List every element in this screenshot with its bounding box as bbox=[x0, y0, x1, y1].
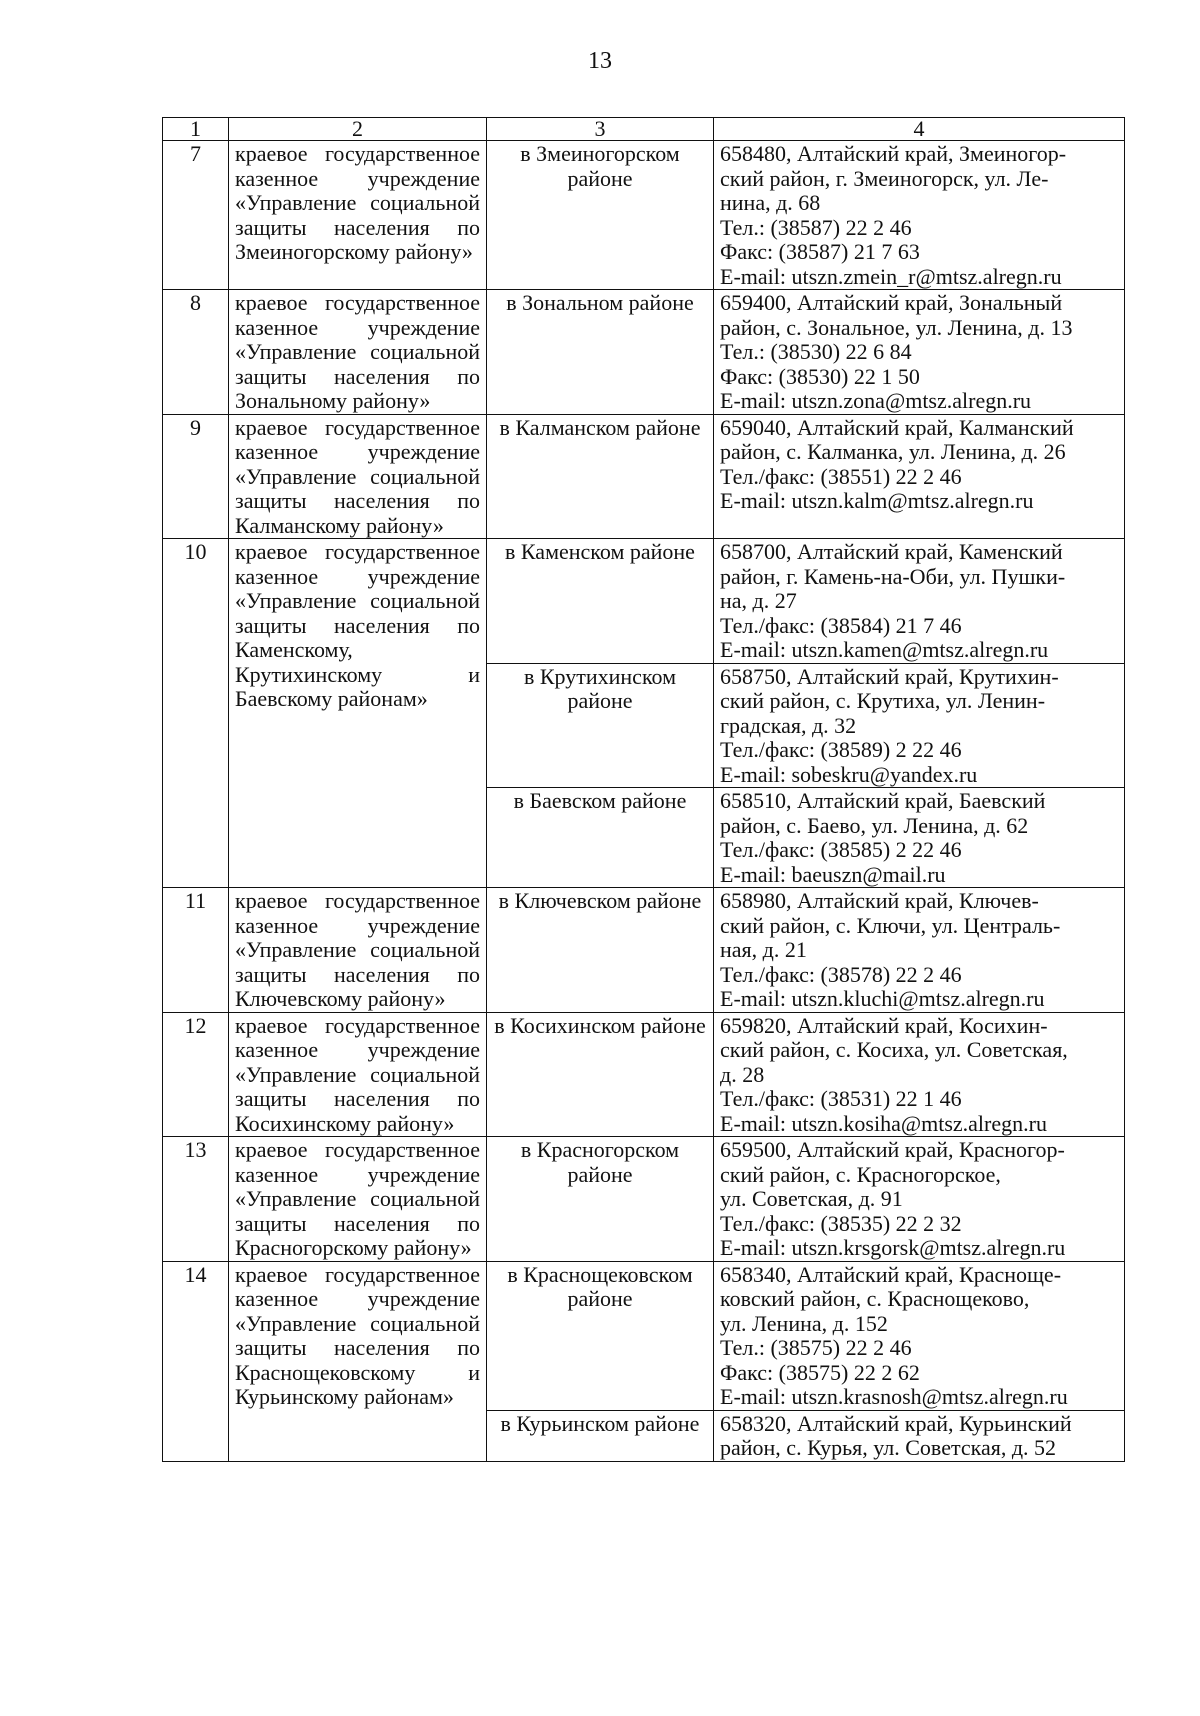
contact-line: Тел./факс: (38584) 21 7 46 bbox=[720, 612, 962, 638]
organization-name: краевое государственное казенное учреждение «Управление социальной защиты населения по Краснощековскому и Курьинскому районам» bbox=[235, 1261, 480, 1409]
organization-cell bbox=[229, 1012, 487, 1137]
district-cell: в Краснощековском районе bbox=[487, 1261, 714, 1410]
page-number: 13 bbox=[588, 48, 612, 74]
contact-line: ная, д. 21 bbox=[720, 937, 807, 962]
contact-cell bbox=[714, 888, 1125, 1013]
contact-line: Тел.: (38587) 22 2 46 bbox=[720, 214, 912, 240]
contact-line: 658480, Алтайский край, Змеиногор- bbox=[720, 141, 1067, 166]
contact-line: Тел.: (38530) 22 6 84 bbox=[720, 339, 912, 364]
table-row bbox=[163, 141, 1125, 290]
district-cell: в Косихинском районе bbox=[487, 1012, 714, 1137]
contact-line: 659040, Алтайский край, Калманский bbox=[720, 414, 1074, 440]
contact-line: район, с. Зональное, ул. Ленина, д. 13 bbox=[720, 314, 1073, 340]
institutions-table bbox=[162, 117, 1125, 1462]
contact-email: E-mail: utszn.zona@mtsz.alregn.ru bbox=[720, 388, 1032, 413]
table-header-row bbox=[163, 118, 1125, 141]
contact-line: 659500, Алтайский край, Красногор- bbox=[720, 1137, 1065, 1162]
organization-cell bbox=[229, 539, 487, 888]
contact-line: на, д. 27 bbox=[720, 588, 797, 613]
contact-line: ул. Ленина, д. 152 bbox=[720, 1310, 888, 1336]
contact-line: Факс: (38587) 21 7 63 bbox=[720, 239, 920, 264]
contact-line: 658750, Алтайский край, Крутихин- bbox=[720, 663, 1059, 689]
contact-line: Тел./факс: (38551) 22 2 46 bbox=[720, 463, 962, 489]
row-number-cell: 7 bbox=[163, 141, 229, 290]
contact-cell bbox=[714, 788, 1125, 888]
row-number-cell: 11 bbox=[163, 888, 229, 1013]
header-col-3: 3 bbox=[487, 118, 714, 141]
district-cell: в Калманском районе bbox=[487, 414, 714, 539]
organization-name: краевое государственное казенное учреждение «Управление социальной защиты населения по Ключевскому району» bbox=[235, 888, 480, 1011]
contact-line: ский район, г. Змеиногорск, ул. Ле- bbox=[720, 165, 1049, 191]
row-number-cell: 10 bbox=[163, 539, 229, 888]
contact-line: градская, д. 32 bbox=[720, 712, 857, 738]
contact-cell bbox=[714, 290, 1125, 415]
organization-name: краевое государственное казенное учреждение «Управление социальной защиты населения по Красногорскому району» bbox=[235, 1137, 480, 1260]
table-row bbox=[163, 539, 1125, 664]
organization-name: краевое государственное казенное учреждение «Управление социальной защиты населения по Калманскому району» bbox=[235, 414, 480, 538]
contact-line: Тел.: (38575) 22 2 46 bbox=[720, 1335, 912, 1360]
contact-cell bbox=[714, 1137, 1125, 1262]
contact-line: 658510, Алтайский край, Баевский bbox=[720, 788, 1046, 813]
table-row bbox=[163, 1261, 1125, 1410]
row-number-cell: 9 bbox=[163, 414, 229, 539]
organization-cell bbox=[229, 888, 487, 1013]
organization-cell bbox=[229, 1137, 487, 1262]
contact-email: E-mail: utszn.krasnosh@mtsz.alregn.ru bbox=[720, 1384, 1068, 1409]
contact-line: ский район, с. Косиха, ул. Советская, bbox=[720, 1037, 1068, 1062]
row-number-cell: 14 bbox=[163, 1261, 229, 1461]
row-number-cell: 8 bbox=[163, 290, 229, 415]
contact-line: район, с. Баево, ул. Ленина, д. 62 bbox=[720, 812, 1029, 838]
table-row bbox=[163, 290, 1125, 415]
contact-line: ский район, с. Красногорское, bbox=[720, 1161, 1001, 1187]
contact-line: Тел./факс: (38578) 22 2 46 bbox=[720, 961, 962, 987]
contact-line: 658320, Алтайский край, Курьинский bbox=[720, 1410, 1072, 1436]
contact-line: 659400, Алтайский край, Зональный bbox=[720, 290, 1063, 315]
row-number-cell: 12 bbox=[163, 1012, 229, 1137]
contact-email: E-mail: sobeskru@yandex.ru bbox=[720, 761, 978, 787]
organization-cell bbox=[229, 1261, 487, 1461]
contact-line: 658980, Алтайский край, Ключев- bbox=[720, 888, 1039, 913]
contact-line: район, г. Камень-на-Оби, ул. Пушки- bbox=[720, 563, 1066, 589]
row-number-cell: 13 bbox=[163, 1137, 229, 1262]
contact-cell bbox=[714, 1410, 1125, 1461]
organization-name: краевое государственное казенное учреждение «Управление социальной защиты населения по Змеиногорскому району» bbox=[235, 141, 480, 264]
header-col-2: 2 bbox=[229, 118, 487, 141]
organization-cell bbox=[229, 290, 487, 415]
contact-email: E-mail: utszn.zmein_r@mtsz.alregn.ru bbox=[720, 263, 1062, 289]
contact-cell bbox=[714, 414, 1125, 539]
contact-line: Тел./факс: (38589) 2 22 46 bbox=[720, 737, 962, 762]
contact-line: Тел./факс: (38535) 22 2 32 bbox=[720, 1210, 962, 1236]
contact-email: E-mail: baeuszn@mail.ru bbox=[720, 861, 946, 887]
contact-line: 658700, Алтайский край, Каменский bbox=[720, 539, 1063, 564]
organization-name: краевое государственное казенное учреждение «Управление социальной защиты населения по Каменскому, Крутихинскому и Баевскому районам» bbox=[235, 539, 480, 711]
contact-cell bbox=[714, 539, 1125, 664]
table-row bbox=[163, 1137, 1125, 1262]
table-row bbox=[163, 888, 1125, 1013]
contact-line: нина, д. 68 bbox=[720, 190, 821, 215]
contact-email: E-mail: utszn.kosiha@mtsz.alregn.ru bbox=[720, 1110, 1047, 1136]
contact-line: Факс: (38530) 22 1 50 bbox=[720, 363, 920, 389]
organization-name: краевое государственное казенное учреждение «Управление социальной защиты населения по Косихинскому району» bbox=[235, 1012, 480, 1136]
header-col-4: 4 bbox=[714, 118, 1125, 141]
district-cell: в Крутихинском районе bbox=[487, 663, 714, 788]
contact-line: Тел./факс: (38531) 22 1 46 bbox=[720, 1086, 962, 1111]
contact-line: ковский район, с. Краснощеково, bbox=[720, 1286, 1030, 1311]
organization-cell bbox=[229, 141, 487, 290]
contact-line: ул. Советская, д. 91 bbox=[720, 1186, 903, 1211]
district-cell: в Каменском районе bbox=[487, 539, 714, 664]
table-row bbox=[163, 1012, 1125, 1137]
contact-email: E-mail: utszn.kluchi@mtsz.alregn.ru bbox=[720, 986, 1045, 1011]
table-row bbox=[163, 414, 1125, 539]
district-cell: в Курьинском районе bbox=[487, 1410, 714, 1461]
contact-line: ский район, с. Ключи, ул. Централь- bbox=[720, 912, 1061, 938]
contact-cell bbox=[714, 141, 1125, 290]
contact-cell bbox=[714, 1012, 1125, 1137]
district-cell: в Ключевском районе bbox=[487, 888, 714, 1013]
contact-line: 658340, Алтайский край, Краснoще- bbox=[720, 1261, 1062, 1287]
contact-cell bbox=[714, 663, 1125, 788]
contact-cell bbox=[714, 1261, 1125, 1410]
contact-line: д. 28 bbox=[720, 1061, 765, 1087]
contact-line: район, с. Калманка, ул. Ленина, д. 26 bbox=[720, 439, 1066, 464]
organization-name: краевое государственное казенное учреждение «Управление социальной защиты населения по Зональному району» bbox=[235, 290, 480, 413]
district-cell: в Зональном районе bbox=[487, 290, 714, 415]
contact-email: E-mail: utszn.kalm@mtsz.alregn.ru bbox=[720, 488, 1034, 513]
district-cell: в Баевском районе bbox=[487, 788, 714, 888]
organization-cell bbox=[229, 414, 487, 539]
contact-line: Факс: (38575) 22 2 62 bbox=[720, 1359, 920, 1385]
contact-line: 659820, Алтайский край, Косихин- bbox=[720, 1012, 1048, 1038]
district-cell: в Змеиногорском районе bbox=[487, 141, 714, 290]
contact-line: Тел./факс: (38585) 2 22 46 bbox=[720, 837, 962, 862]
contact-line: ский район, с. Крутиха, ул. Ленин- bbox=[720, 688, 1046, 713]
contact-line: район, с. Курья, ул. Советская, д. 52 bbox=[720, 1435, 1057, 1460]
contact-email: E-mail: utszn.krsgorsk@mtsz.alregn.ru bbox=[720, 1235, 1066, 1260]
district-cell: в Красногорском районе bbox=[487, 1137, 714, 1262]
contact-email: E-mail: utszn.kamen@mtsz.alregn.ru bbox=[720, 637, 1049, 662]
header-col-1: 1 bbox=[163, 118, 229, 141]
